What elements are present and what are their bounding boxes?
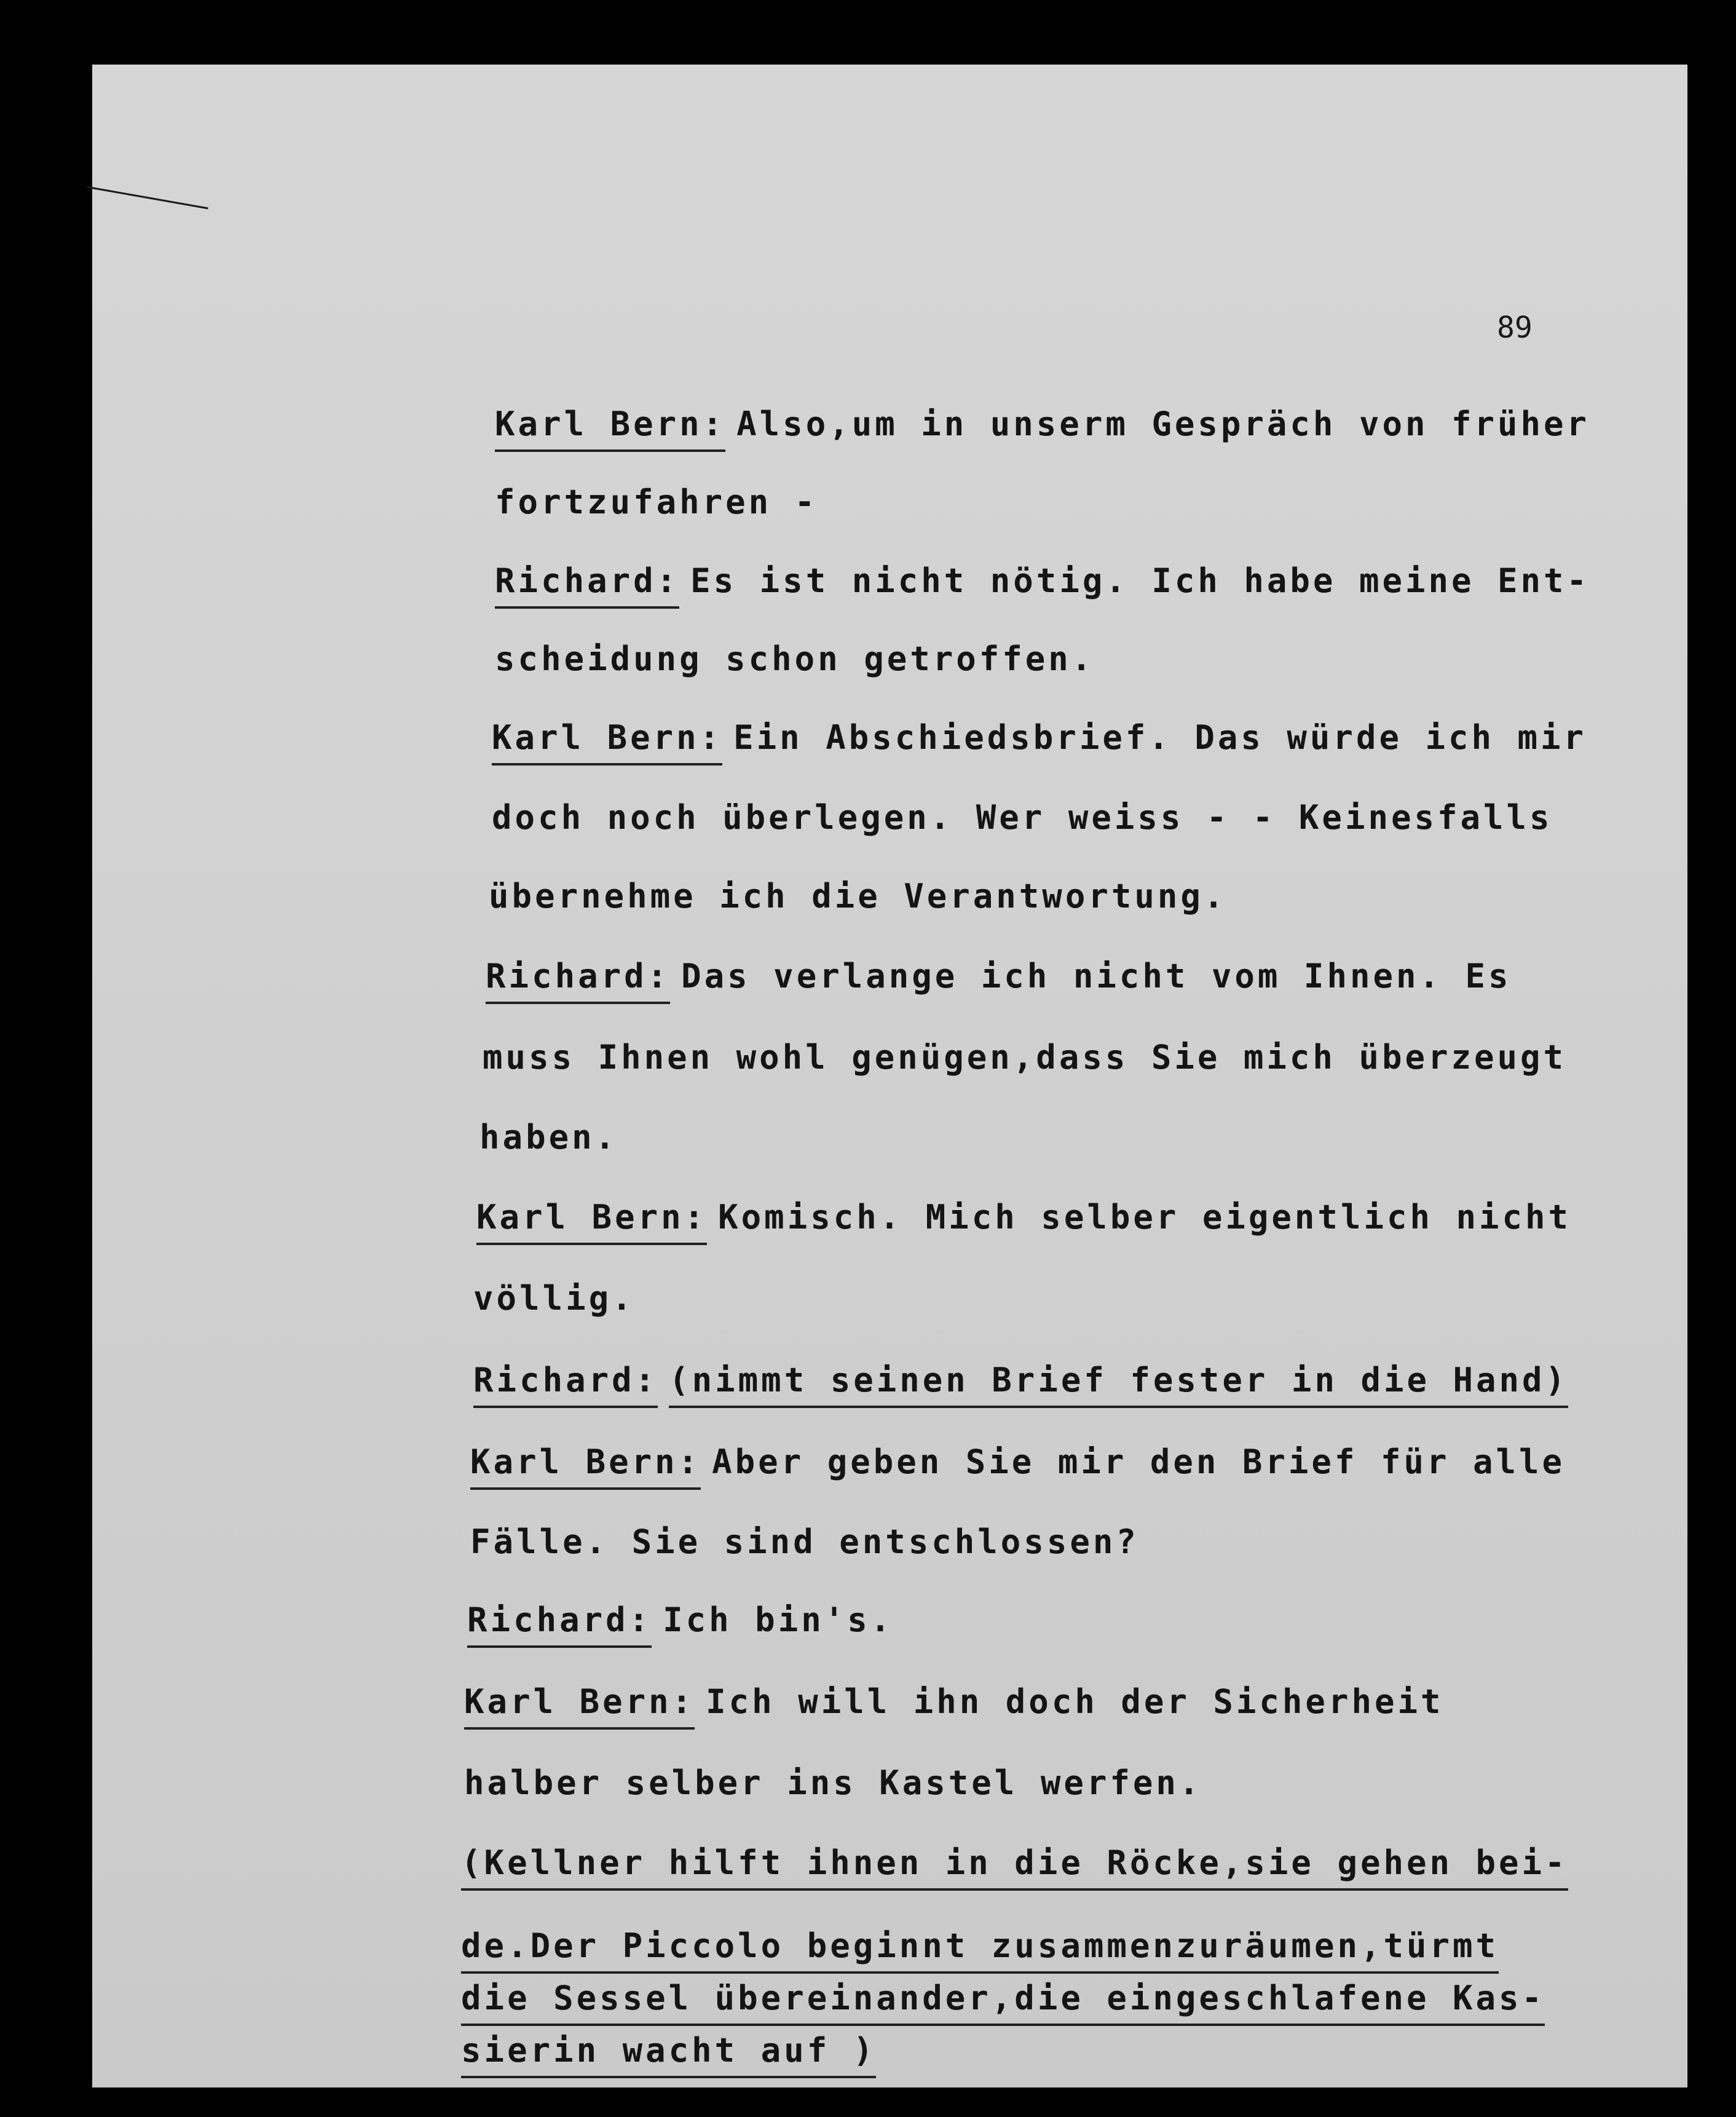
speaker-label: Richard: — [486, 957, 670, 1004]
speaker-label: Karl Bern: — [470, 1442, 701, 1490]
speaker-label: Karl Bern: — [464, 1682, 695, 1730]
line-text: haben. — [479, 1118, 618, 1157]
stage-direction: (nimmt seinen Brief fester in die Hand) — [669, 1361, 1568, 1408]
line-text: Also,um in unserm Gespräch von früher — [736, 405, 1590, 443]
line-text: Ich bin's. — [663, 1601, 894, 1639]
line-text: Das verlange ich nicht vom Ihnen. Es — [681, 957, 1512, 995]
stage-direction: (Kellner hilft ihnen in die Röcke,sie gehen bei- — [461, 1843, 1568, 1891]
line-text: scheidung schon getroffen. — [495, 639, 1095, 678]
speaker-label: Richard: — [467, 1601, 652, 1648]
line-text: Komisch. Mich selber eigentlich nicht — [718, 1198, 1572, 1237]
line-text: völlig. — [473, 1279, 635, 1318]
text-line — [369, 1992, 876, 2117]
speaker-label: Richard: — [473, 1361, 658, 1408]
line-text: Fälle. Sie sind entschlossen? — [470, 1522, 1139, 1561]
page-number: 89 — [1497, 311, 1533, 345]
speaker-label: Karl Bern: — [495, 405, 725, 452]
speaker-label: Karl Bern: — [476, 1198, 707, 1245]
line-text: übernehme ich die Verantwortung. — [489, 877, 1227, 916]
scan-mark — [87, 186, 208, 210]
line-text: Es ist nicht nötig. Ich habe meine Ent- — [690, 561, 1590, 600]
line-text: muss Ihnen wohl genügen,dass Sie mich überzeugt — [483, 1038, 1567, 1077]
line-text: doch noch überlegen. Wer weiss - - Keinesfalls — [492, 798, 1553, 837]
line-text: halber selber ins Kastel werfen. — [464, 1763, 1202, 1802]
line-text: Ich will ihn doch der Sicherheit — [706, 1682, 1444, 1721]
speaker-label: Richard: — [495, 561, 679, 609]
stage-direction: die Sessel übereinander,die eingeschlafene Kas- — [461, 1979, 1545, 2026]
line-text: Ein Abschiedsbrief. Das würde ich mir — [733, 718, 1587, 757]
speaker-label: Karl Bern: — [492, 718, 722, 766]
document-page — [92, 65, 1687, 2087]
stage-direction: sierin wacht auf ) — [461, 2031, 876, 2078]
line-text: Aber geben Sie mir den Brief für alle — [712, 1442, 1566, 1481]
line-text: fortzufahren - — [495, 483, 818, 521]
stage-direction: de.Der Piccolo beginnt zusammenzuräumen,türmt — [461, 1926, 1499, 1974]
